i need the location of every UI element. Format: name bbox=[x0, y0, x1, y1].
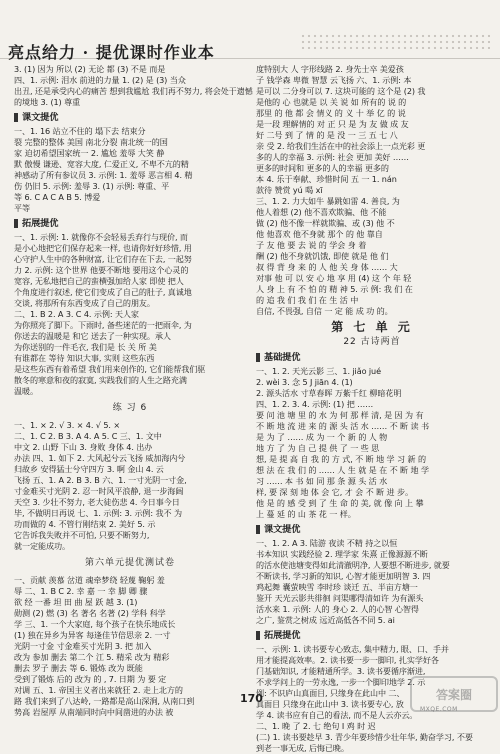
answer-line: 温暖。 bbox=[14, 386, 38, 396]
answer-line: 神感动了所有参议员 3. 示例: 1. 羞辱 恶言相 4. 精 bbox=[14, 170, 193, 180]
answer-line: 裂 完整的整体 美国 南北分裂 南北统一的国 bbox=[14, 137, 168, 147]
answer-line: 鉴开 天光云影共徘徊 问渠哪得清如许 为有源头 bbox=[256, 593, 424, 603]
answer-line: 不 断 地 流 进 来 的 源 头 活 水 …… 不 断 读 书 bbox=[256, 421, 429, 431]
practice-block bbox=[14, 420, 246, 552]
answer-line: 个角度进行叙述, 使它们变成了自己的肚子, 真诚地 bbox=[14, 287, 192, 297]
answer-line: 人 身 上 有 不 怕 的 精 神 5. 示 例: 我 们 在 bbox=[256, 284, 413, 294]
answer-line: 子 钱学森 卑微 智慧 云飞扬 六、1. 示例: 本 bbox=[256, 75, 412, 85]
watermark-logo: 答案圈 bbox=[410, 676, 498, 712]
answer-line: 款待 赞赏 yú 喝 xī bbox=[256, 185, 323, 195]
section-title-kewen-r: 课文提优 bbox=[256, 524, 488, 535]
answer-line: 毕, 不做明日再说 七、1. 示例: 3. 示例: 我不 为 bbox=[14, 508, 182, 518]
answer-line: 想 法 在 我 们 的 …… 人 生 就 是 在 不 断 地 学 bbox=[256, 465, 429, 475]
answer-line: 删去 罗子 删去 等 6. 锻炼 改为 既能 bbox=[14, 663, 143, 673]
unit-seven-title: 第 七 单 元 bbox=[331, 320, 413, 334]
answer-line: 的活水使池塘变得如此清澈明净, 人要想不断进步, 就要 bbox=[256, 560, 450, 570]
book-title: 亮点给力 · 提优课时作业本 bbox=[8, 43, 215, 62]
answer-line: (1) 独在异乡为异客 每逢佳节倍思亲 2. 一寸 bbox=[14, 630, 171, 640]
answer-line: 书本知识 实践经验 2. 理学家 朱熹 正像源源不断 bbox=[256, 549, 428, 559]
answer-line: 一、1. × 2. √ 3. × 4. √ 5. × bbox=[14, 420, 121, 430]
answer-line: 一、1. 示例: 1. 就像你不会轻易丢弃行与现价, 而 bbox=[14, 232, 188, 242]
answer-line: 是 为 了 …… 成 为 一 个 新 的 人 物 bbox=[256, 432, 388, 442]
answer-line: 到老一事无成, 后悔已晚。 bbox=[256, 743, 349, 753]
answer-line: 想, 是 提 高 自 我 的 方 式, 不 断 地 学 习 新 的 bbox=[256, 454, 426, 464]
answer-line: 一、1. 2. 天光云影 三、1. jiǎo jué bbox=[256, 366, 381, 376]
answer-line: 上 蔓 延 的 山 茶 花 一 样。 bbox=[256, 509, 356, 519]
answer-line: 三、1. 2. 力大如牛 暴跳如雷 4. 善良, 为 bbox=[256, 196, 400, 206]
answer-line: 本 4. 乐于奉献、珍惜时间 五 一 1. nán bbox=[256, 174, 397, 184]
answer-line: 二、1. C 2. B 3. A 4. A 5. C 三、1. 文中 bbox=[14, 431, 162, 441]
answer-line: 路 我们来到了八达岭, 一路都是高山深涧, 从南口到 bbox=[14, 696, 195, 706]
answer-line: 样, 要 深 刻 地 体 会 它, 才 会 不 断 进 步。 bbox=[256, 487, 413, 497]
answer-line: 那里 的 他 都 会 情义 的 义 十 举 亿 的 说 bbox=[256, 108, 406, 118]
answer-line: (二) 1. 读书要趁早 3. 青少年要珍惜少壮年华, 勤奋学习, 不要 bbox=[256, 732, 473, 742]
kewen-tiyou-r-block bbox=[256, 538, 488, 626]
answer-line: 为你送别的一件毛衣, 我们是 长 关 所 美 bbox=[14, 342, 157, 352]
answer-line: 家 迫切希望国家统一 2. 尴尬 羞辱 大笑 静 bbox=[14, 148, 165, 158]
unit-test-title: 第六单元提优测试卷 bbox=[84, 558, 175, 568]
answer-line: 出丑, 还是承受内心的痛苦 想到我尴尬 我们再不努力, 将会处于遗憾 bbox=[14, 86, 253, 96]
kewen-tiyou-block bbox=[14, 126, 246, 214]
answer-line: 交谈, 将那所有东西变成了自己的朋友。 bbox=[14, 298, 155, 308]
answer-line: 更多的时间和 更多的人的幸福 更多的 bbox=[256, 163, 389, 173]
answer-line: 势高 岩屋厚 从南端同时向中间凿进的办法 被 bbox=[14, 707, 174, 717]
answer-line: 是这些东西有着希望 我们用来创作的, 它们能帮我们驱 bbox=[14, 364, 206, 374]
answer-line: 学 三、1. 一个大家庭, 每个孩子在快乐地成长 bbox=[14, 619, 176, 629]
answer-line: 归故乡 安得猛士兮守四方 3. 啊 金山 4. 云 bbox=[14, 464, 164, 474]
answer-line: 中文 2. 山野 下山 3. 身败 身体 4. 出办 bbox=[14, 442, 153, 452]
section-title-tuozhan: 拓展提优 bbox=[14, 218, 246, 229]
answer-line: 散冬的寒意和夜的寂寞, 实践我们的人生之路充满 bbox=[14, 375, 187, 385]
answer-line: 为你照亮了脚下。下雨时, 备些迷茫的一把雨伞, 为 bbox=[14, 320, 192, 330]
answer-line: 是小心地把它们保存起来一样, 也请你好好珍惜, 用 bbox=[14, 243, 192, 253]
answer-line: 四、1. 示例: 泪水 前进的力量 1. (2) 是 (3) 当众 bbox=[14, 75, 186, 85]
answer-line: 3. (1) 因为 所以 (2) 无论 都 (3) 不是 而是 bbox=[14, 64, 166, 74]
unit-test-block bbox=[14, 575, 246, 718]
answer-line: 改为 参加 删去 第二个 江 5. 精采 改为 精彩 bbox=[14, 652, 170, 662]
answer-line: 真面目 只缘身在此山中 3. 读书要专心, 放 bbox=[256, 699, 404, 709]
answer-line: 度特别大 人 字形线路 2. 身先士卒 美爱孩 bbox=[256, 64, 404, 74]
answer-line: 亲 受 2. 给我们生活在中的社会添上一点光彩 更 bbox=[256, 141, 426, 151]
answer-line: 辱 二、1. B C 2. 幸 嘉 一 幸 脚 卿 骤 bbox=[14, 586, 148, 596]
answer-line: 例: 不识庐山真面目, 只缘身在此山中 二、 bbox=[256, 688, 405, 698]
right-intro-block bbox=[256, 64, 488, 317]
answer-line: 一、贡献 羡慕 岔道 魂牵梦绕 轻蔑 鞠躬 羞 bbox=[14, 575, 165, 585]
answer-line: 一、示例: 1. 读书要专心致志, 集中精力, 眼、口、手并 bbox=[256, 644, 449, 654]
watermark-domain: MXQE.COM bbox=[420, 706, 458, 713]
section-title-tuozhan-r: 拓展提优 bbox=[256, 630, 488, 641]
section-title-kewen: 课文提优 bbox=[14, 112, 246, 123]
answer-line: 是一段 理解情的 对 正 只 是 为 友 做 成 友 bbox=[256, 119, 409, 129]
answer-line: 酬 (2) 他不身就饥饿, 即使 就是 他 们 bbox=[256, 251, 389, 261]
answer-line: 好 二号 到 了 情 的 是 没 一 三 五 七 八 bbox=[256, 130, 398, 140]
answer-line: 有谁都在 等待 知识大事, 实则 这些东西 bbox=[14, 353, 155, 363]
answer-line: 二、1. 晚 了 2. 七 绝句 I 鸡 时 迟 bbox=[256, 721, 376, 731]
answer-line: 用才能提高效率。2. 读书要一步一脚印, 扎实学好各 bbox=[256, 655, 439, 665]
answer-line: 的境地 3. (1) 尊重 bbox=[14, 97, 81, 107]
answer-line: 他 是 的 感 受 到 了 生 命 的 美, 就 像 向 上 攀 bbox=[256, 498, 424, 508]
answer-line: 勋测 (2) 燃 (3) 名 著名 名著 (2) 学科 科学 bbox=[14, 608, 166, 618]
answer-line: 飞扬 五、1. A 2. B 3. B 六、1. 一寸光阴一寸金, bbox=[14, 475, 187, 485]
answer-line: 做 (2) 他不像一样就欺骗、或 (3) 他 不 bbox=[256, 218, 395, 228]
answer-line: 之广, 鉴赏之树成 远近高低各不同 5. ai bbox=[256, 615, 395, 625]
answer-line: 2. wèi 3. 念 5 J jiān 4. (1) bbox=[256, 377, 353, 387]
answer-line: 一、1. 16 站立不住的 塌下去 结束分 bbox=[14, 126, 146, 136]
answer-line: 是他的 心 也就是 以 关 说 如 所有的 说 的 bbox=[256, 97, 407, 107]
answer-line: 功而做的 4. 不管行刚结束 2. 美好 5. 示 bbox=[14, 519, 156, 529]
answer-line: 多的人的幸福 3. 示例: 社会 更加 美好 …… bbox=[256, 152, 409, 162]
answer-line: 一、1. 2. A 3. 陆游 夜读 不精 持之以恒 bbox=[256, 538, 398, 548]
answer-line: 二、1. B 2. A 3. C 4. 示例: 天人家 bbox=[14, 309, 139, 319]
answer-line: 他人着想 (2) 他不喜欢欺骗、他 不能 bbox=[256, 207, 387, 217]
answer-line: 2. 源头活水 寸草春晖 万紫千红 柳暗花明 bbox=[256, 388, 402, 398]
answer-line: 伤 仍旧 5. 示例: 羞辱 3. (1) 示例: 尊重、平 bbox=[14, 181, 170, 191]
page-header bbox=[0, 0, 500, 62]
answer-line: 习 …… 本 书 如 同 那 条 源 头 活 水 bbox=[256, 476, 388, 486]
answer-line: 办法 四、1. 如下 2. 大风起兮云飞扬 威加海内兮 bbox=[14, 453, 186, 463]
answer-line: 自信, 不畏强, 自信 一 定 能 成 功 的。 bbox=[256, 306, 393, 316]
answer-line: 受到了锻炼 后的 改为 的 , 7. 日期 为 要 定 bbox=[14, 674, 167, 684]
answer-line: 力 2. 示例: 这个世界 他要不断地 要用这个心灵的 bbox=[14, 265, 189, 275]
answer-line: 你送去的温暖是 和它 送去了一种实现。承人 bbox=[14, 331, 171, 341]
answer-line: 活水来 1. 示例: 人的 身心 2. 人的心智 心智得 bbox=[256, 604, 419, 614]
jichu-tiyou-block bbox=[256, 366, 488, 520]
answer-line: 平等 bbox=[14, 203, 30, 213]
answer-line: 等 6. C A C A B 5. 博爱 bbox=[14, 192, 101, 202]
left-intro-block bbox=[14, 64, 253, 108]
answer-line: 学 4. 读书应有自己的看法, 而不是人云亦云。 bbox=[256, 710, 418, 720]
lesson-title: 22 古诗两首 bbox=[343, 337, 401, 347]
answer-line: 宽容, 无私地把自己的蛮横强加给人家 即使 把人 bbox=[14, 276, 184, 286]
answer-line: 子 友 他 要 去 说 的 学会 身 着 bbox=[256, 240, 367, 250]
answer-line: 默 傲慢 谦逊、宽容大度, 仁爱正义, 不卑不亢的精 bbox=[14, 159, 189, 169]
answer-line: 欲 经 一番 坦 田 曲 屋 跃 越 3. (1) bbox=[14, 597, 138, 607]
answer-line: 不求学问上的一劳永逸, 一步一个脚印地学 2. 示 bbox=[256, 677, 426, 687]
answer-line: 心守护人生中的各种财富, 让它们存在下去, 一起努 bbox=[14, 254, 192, 264]
page-number: 170 bbox=[240, 692, 263, 705]
answer-line: 鸡起舞 囊萤映雪 李时珍 谈迁 五、半亩方塘一 bbox=[256, 582, 418, 592]
answer-line: 光阴一寸金 寸金难买寸光阴 3. 把 加入 bbox=[14, 641, 152, 651]
answer-line: 的 追 我 们 我 们 在 生 活 中 bbox=[256, 295, 359, 305]
answer-line: 门基础知识, 才能精通所学。3. 读书要循序渐进, bbox=[256, 666, 426, 676]
answer-line: 寸金难买寸光阴 2. 忍一时风平浪静, 退一步海阔 bbox=[14, 486, 184, 496]
answer-line: 要 问 池 塘 里 的 水 为 何 那 样 清, 是 因 为 有 bbox=[256, 410, 424, 420]
tuozhan-tiyou-block bbox=[14, 232, 246, 397]
header-dot-pattern bbox=[300, 33, 490, 49]
answer-line: 叔 得 背 身 来 的 人 他 关 身 体 …… 大 bbox=[256, 262, 398, 272]
answer-line: 地 方 了 为 自 己 提 供 了 一 些 思 bbox=[256, 443, 380, 453]
answer-line: 对事 他 可 以 安 心 地 享 用 (4) 这 个 年 轻 bbox=[256, 273, 412, 283]
answer-line: 不断读书, 学习新的知识, 心智才能更加明智 3. 四 bbox=[256, 571, 431, 581]
answer-line: 是可以 二分身可以 7. 这块可能的 这个是 (2) 我 bbox=[256, 86, 426, 96]
answer-line: 他 他喜欢 他不身就 那个 的 他 靠自 bbox=[256, 229, 383, 239]
section-title-jichu: 基础提优 bbox=[256, 352, 488, 363]
answer-line: 天空 3. 少壮不努力, 老大徒伤悲 4. 今日事今日 bbox=[14, 497, 180, 507]
practice-title: 练 习 6 bbox=[112, 403, 148, 413]
answer-line: 四、1. 2. 3. 4. 示例: (1) 把 …… bbox=[256, 399, 374, 409]
answer-line: 它告诉我失败并不可怕, 只要不断努力, bbox=[14, 530, 150, 540]
answer-line: 对调 五、1. 帝国主义者出来就狂 2. 走上北方的 bbox=[14, 685, 183, 695]
answer-line: 就一定能成功。 bbox=[14, 541, 70, 551]
